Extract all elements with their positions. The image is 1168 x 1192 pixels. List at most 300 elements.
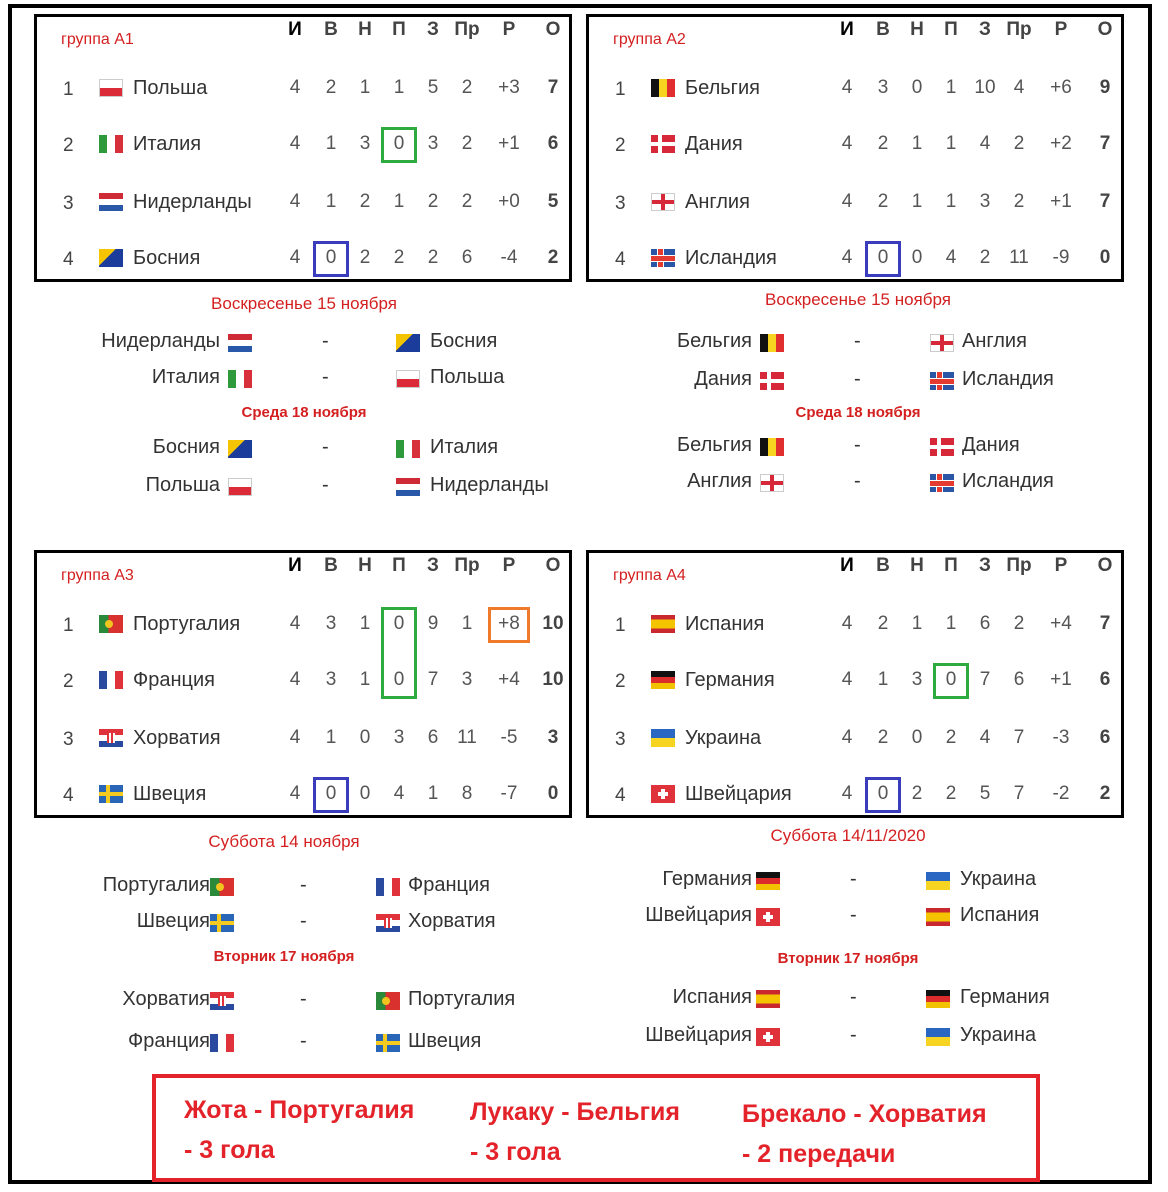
stat-4: 4 (979, 727, 991, 748)
team-name: Бельгия (685, 77, 760, 99)
stat-7: 5 (547, 191, 559, 212)
highlight-box-blue (865, 777, 901, 813)
table-row (37, 183, 569, 223)
group-table-a4 (586, 550, 1124, 818)
scorer-2-stat: - 3 гола (470, 1138, 561, 1166)
fixture-row (34, 910, 574, 938)
table-row (37, 125, 569, 165)
match-date: Среда 18 ноября (241, 404, 367, 421)
column-header: Н (358, 19, 372, 40)
column-header: О (1097, 19, 1113, 40)
fixture-home-team: Швейцария (645, 904, 752, 926)
row-position: 1 (615, 615, 626, 636)
stat-5: 2 (461, 77, 473, 98)
fixture-separator: - (850, 1024, 857, 1046)
flag-eng-icon (651, 193, 675, 211)
group-table-a1 (34, 14, 572, 282)
stat-4: 2 (979, 247, 991, 268)
column-header: Н (910, 555, 924, 576)
team-name: Швейцария (685, 783, 792, 805)
scorer-3-name: Брекало - Хорватия (742, 1100, 987, 1128)
flag-pol-icon (99, 79, 123, 97)
stat-5: 2 (461, 133, 473, 154)
stat-7: 3 (547, 727, 559, 748)
flag-isl-icon (930, 474, 954, 492)
stat-2: 1 (911, 133, 923, 154)
fixture-row (34, 1030, 574, 1058)
flag-fra-icon (210, 1034, 234, 1052)
stat-6: +0 (498, 191, 520, 212)
column-header: Пр (454, 555, 480, 576)
flag-sui-icon (756, 908, 780, 926)
stat-2: 0 (911, 77, 923, 98)
flag-fra-icon (99, 671, 123, 689)
flag-den-icon (930, 438, 954, 456)
fixture-away-team: Дания (962, 434, 1020, 456)
stat-0: 4 (289, 727, 301, 748)
flag-sui-icon (756, 1028, 780, 1046)
stat-0: 4 (841, 133, 853, 154)
flag-bel-icon (760, 438, 784, 456)
fixture-home-team: Польша (145, 474, 220, 496)
stat-7: 7 (1099, 613, 1111, 634)
stat-2: 3 (911, 669, 923, 690)
stat-0: 4 (841, 77, 853, 98)
column-header: В (876, 19, 890, 40)
flag-sui-icon (651, 785, 675, 803)
fixture-home-team: Франция (128, 1030, 210, 1052)
stat-7: 6 (1099, 669, 1111, 690)
stat-0: 4 (289, 247, 301, 268)
flag-bel-icon (651, 79, 675, 97)
stat-3: 4 (393, 783, 405, 804)
team-name: Германия (685, 669, 775, 691)
top-scorers-box (152, 1074, 1040, 1182)
stat-1: 1 (325, 727, 337, 748)
stat-5: 2 (1013, 613, 1025, 634)
stat-3: 2 (393, 247, 405, 268)
stat-2: 1 (911, 191, 923, 212)
column-header: Р (1054, 19, 1068, 40)
fixture-separator: - (322, 330, 329, 352)
fixture-home-team: Швейцария (645, 1024, 752, 1046)
flag-ger-icon (756, 872, 780, 890)
fixture-home-team: Германия (662, 868, 752, 890)
flag-pol-icon (228, 478, 252, 496)
match-date: Суббота 14 ноября (208, 832, 360, 851)
flag-swe-icon (376, 1034, 400, 1052)
fixture-away-team: Украина (960, 1024, 1037, 1046)
stat-4: 2 (427, 247, 439, 268)
column-header: Пр (1006, 555, 1032, 576)
stat-7: 0 (547, 783, 559, 804)
flag-bih-icon (99, 249, 123, 267)
row-position: 3 (63, 729, 74, 750)
stat-0: 4 (841, 247, 853, 268)
fixture-separator: - (322, 436, 329, 458)
stat-4: 10 (974, 77, 996, 98)
stat-5: 11 (457, 727, 477, 748)
stat-5: 3 (461, 669, 473, 690)
table-row (37, 775, 569, 815)
stat-3: 1 (393, 191, 405, 212)
table-row (589, 719, 1121, 759)
stat-1: 2 (877, 727, 889, 748)
stat-5: 6 (461, 247, 473, 268)
stat-3: 1 (945, 77, 957, 98)
row-position: 4 (615, 785, 626, 806)
stat-3: 3 (393, 727, 405, 748)
team-name: Нидерланды (133, 191, 252, 213)
stat-4: 1 (427, 783, 439, 804)
stat-1: 1 (325, 133, 337, 154)
table-row (589, 125, 1121, 165)
fixture-away-team: Германия (960, 986, 1050, 1008)
fixture-home-team: Нидерланды (101, 330, 220, 352)
fixture-away-team: Польша (430, 366, 505, 388)
flag-ger-icon (651, 671, 675, 689)
stat-5: 8 (461, 783, 473, 804)
stat-1: 2 (877, 133, 889, 154)
stat-4: 7 (979, 669, 991, 690)
stat-0: 4 (841, 783, 853, 804)
flag-ukr-icon (651, 729, 675, 747)
fixture-separator: - (300, 988, 307, 1010)
flag-ita-icon (228, 370, 252, 388)
stat-0: 4 (289, 669, 301, 690)
stat-3: 0 (393, 613, 405, 634)
fixture-row (34, 988, 574, 1016)
column-header: Р (502, 555, 516, 576)
stat-3: 4 (945, 247, 957, 268)
column-header: И (840, 555, 854, 576)
stat-2: 2 (359, 247, 371, 268)
team-name: Португалия (133, 613, 241, 635)
flag-fra-icon (376, 878, 400, 896)
table-row (589, 183, 1121, 223)
stat-4: 3 (427, 133, 439, 154)
stat-1: 0 (325, 247, 337, 268)
row-position: 2 (615, 135, 626, 156)
row-position: 2 (63, 671, 74, 692)
row-position: 4 (63, 249, 74, 270)
flag-swe-icon (99, 785, 123, 803)
column-header: З (427, 19, 439, 40)
fixture-home-team: Швеция (136, 910, 210, 932)
scorer-1-name: Жота - Португалия (184, 1096, 415, 1124)
group-title: группа А2 (613, 31, 686, 48)
flag-pol-icon (396, 370, 420, 388)
highlight-box-blue (313, 241, 349, 277)
fixture-row (586, 904, 1126, 932)
stat-1: 3 (325, 613, 337, 634)
stat-0: 4 (841, 191, 853, 212)
stat-0: 4 (841, 669, 853, 690)
column-header: П (944, 555, 958, 576)
table-row (589, 775, 1121, 815)
stat-6: +8 (498, 613, 520, 634)
stat-3: 1 (945, 191, 957, 212)
group-title: группа А1 (61, 31, 134, 48)
fixture-home-team: Босния (152, 436, 220, 458)
stat-5: 11 (1009, 247, 1029, 268)
stat-7: 6 (1099, 727, 1111, 748)
fixture-separator: - (322, 366, 329, 388)
fixture-row (34, 474, 574, 502)
column-header: О (545, 555, 561, 576)
fixture-away-team: Испания (960, 904, 1040, 926)
flag-ukr-icon (926, 1028, 950, 1046)
row-position: 1 (615, 79, 626, 100)
fixture-separator: - (300, 910, 307, 932)
stat-6: -5 (500, 727, 518, 748)
match-date: Воскресенье 15 ноября (211, 294, 397, 313)
column-header: З (979, 19, 991, 40)
stat-7: 2 (547, 247, 559, 268)
stat-0: 4 (289, 613, 301, 634)
stat-2: 0 (359, 783, 371, 804)
stat-2: 1 (359, 669, 371, 690)
stat-6: +6 (1050, 77, 1072, 98)
fixture-away-team: Франция (408, 874, 490, 896)
flag-esp-icon (926, 908, 950, 926)
stat-6: +1 (1050, 191, 1072, 212)
fixture-separator: - (854, 368, 861, 390)
stat-0: 4 (841, 613, 853, 634)
stat-3: 2 (945, 783, 957, 804)
row-position: 1 (63, 79, 74, 100)
fixture-separator: - (854, 434, 861, 456)
fixture-row (586, 1024, 1126, 1052)
row-position: 4 (63, 785, 74, 806)
fixture-separator: - (300, 1030, 307, 1052)
column-header: В (324, 19, 338, 40)
fixture-home-team: Португалия (102, 874, 210, 896)
stat-3: 2 (945, 727, 957, 748)
fixture-row (586, 368, 1126, 396)
fixture-row (586, 470, 1126, 498)
fixture-home-team: Бельгия (677, 330, 752, 352)
stat-4: 5 (427, 77, 439, 98)
fixture-separator: - (854, 330, 861, 352)
stat-7: 10 (542, 613, 564, 634)
column-header: З (427, 555, 439, 576)
stat-1: 3 (877, 77, 889, 98)
team-name: Украина (685, 727, 762, 749)
highlight-box-green (381, 607, 417, 699)
stat-2: 1 (359, 613, 371, 634)
fixture-away-team: Исландия (962, 470, 1054, 492)
table-row (37, 69, 569, 109)
column-header: И (288, 19, 302, 40)
stat-7: 6 (547, 133, 559, 154)
highlight-box-blue (313, 777, 349, 813)
flag-esp-icon (651, 615, 675, 633)
column-header: В (324, 555, 338, 576)
highlight-box-orange (488, 607, 530, 643)
flag-cro-icon (376, 914, 400, 932)
fixture-away-team: Нидерланды (430, 474, 549, 496)
stat-3: 0 (393, 133, 405, 154)
match-date: Среда 18 ноября (795, 404, 921, 421)
flag-cro-icon (210, 992, 234, 1010)
flag-cro-icon (99, 729, 123, 747)
stat-1: 1 (877, 669, 889, 690)
row-position: 3 (615, 193, 626, 214)
stat-6: -2 (1052, 783, 1070, 804)
team-name: Франция (133, 669, 215, 691)
table-row (37, 661, 569, 701)
table-row (589, 239, 1121, 279)
stat-0: 4 (289, 783, 301, 804)
stat-6: +3 (498, 77, 520, 98)
scorer-3-stat: - 2 передачи (742, 1140, 896, 1168)
stat-6: -4 (500, 247, 518, 268)
fixture-separator: - (854, 470, 861, 492)
column-header: И (288, 555, 302, 576)
fixture-home-team: Бельгия (677, 434, 752, 456)
stat-7: 9 (1099, 77, 1111, 98)
stat-1: 0 (877, 247, 889, 268)
stat-7: 7 (1099, 191, 1111, 212)
match-date: Вторник 17 ноября (213, 948, 355, 965)
stat-4: 6 (427, 727, 439, 748)
scorer-2 (470, 1092, 730, 1172)
stat-3: 1 (393, 77, 405, 98)
stat-4: 7 (427, 669, 439, 690)
stat-2: 0 (911, 247, 923, 268)
fixture-away-team: Англия (962, 330, 1027, 352)
fixture-separator: - (850, 986, 857, 1008)
column-header: О (1097, 555, 1113, 576)
stat-2: 0 (359, 727, 371, 748)
flag-por-icon (99, 615, 123, 633)
fixture-separator: - (850, 904, 857, 926)
fixture-away-team: Исландия (962, 368, 1054, 390)
column-header: В (876, 555, 890, 576)
highlight-box-green (381, 127, 417, 163)
column-header: П (392, 555, 406, 576)
column-header: Н (910, 19, 924, 40)
stat-4: 3 (979, 191, 991, 212)
column-header: Р (1054, 555, 1068, 576)
stat-3: 0 (945, 669, 957, 690)
scorer-2-name: Лукаку - Бельгия (470, 1098, 680, 1126)
stat-2: 1 (359, 77, 371, 98)
stat-2: 3 (359, 133, 371, 154)
flag-por-icon (210, 878, 234, 896)
stat-4: 9 (427, 613, 439, 634)
fixture-home-team: Англия (687, 470, 752, 492)
fixture-separator: - (850, 868, 857, 890)
stat-7: 7 (547, 77, 559, 98)
scorer-3 (742, 1094, 1032, 1174)
stat-5: 4 (1013, 77, 1025, 98)
match-date: Суббота 14/11/2020 (770, 826, 926, 845)
stat-5: 2 (461, 191, 473, 212)
stat-6: -3 (1052, 727, 1070, 748)
flag-swe-icon (210, 914, 234, 932)
flag-isl-icon (651, 249, 675, 267)
fixture-row (34, 366, 574, 394)
flag-ukr-icon (926, 872, 950, 890)
column-header: З (979, 555, 991, 576)
fixture-separator: - (300, 874, 307, 896)
group-title: группа А4 (613, 567, 686, 584)
table-row (37, 239, 569, 279)
stat-1: 1 (325, 191, 337, 212)
table-row (589, 661, 1121, 701)
stat-6: +1 (498, 133, 520, 154)
team-name: Польша (133, 77, 208, 99)
table-row (589, 69, 1121, 109)
team-name: Италия (133, 133, 202, 155)
stat-6: +4 (1050, 613, 1072, 634)
table-row (37, 719, 569, 759)
fixture-row (586, 868, 1126, 896)
fixture-away-team: Хорватия (408, 910, 496, 932)
flag-por-icon (376, 992, 400, 1010)
fixture-home-team: Дания (694, 368, 752, 390)
flag-ned-icon (396, 478, 420, 496)
column-header: П (944, 19, 958, 40)
row-position: 3 (63, 193, 74, 214)
stat-0: 4 (289, 133, 301, 154)
fixture-away-team: Италия (430, 436, 499, 458)
stat-6: +1 (1050, 669, 1072, 690)
team-name: Дания (685, 133, 743, 155)
flag-ned-icon (99, 193, 123, 211)
stat-2: 0 (911, 727, 923, 748)
team-name: Швеция (133, 783, 207, 805)
team-name: Исландия (685, 247, 777, 269)
flag-ita-icon (396, 440, 420, 458)
flag-ned-icon (228, 334, 252, 352)
stat-2: 2 (911, 783, 923, 804)
stat-4: 4 (979, 133, 991, 154)
flag-eng-icon (760, 474, 784, 492)
flag-eng-icon (930, 334, 954, 352)
stat-7: 0 (1099, 247, 1111, 268)
flag-ger-icon (926, 990, 950, 1008)
stat-7: 10 (542, 669, 564, 690)
group-table-a3 (34, 550, 572, 818)
stat-1: 2 (325, 77, 337, 98)
stat-0: 4 (289, 77, 301, 98)
stat-5: 6 (1013, 669, 1025, 690)
stat-2: 2 (359, 191, 371, 212)
stat-6: -7 (500, 783, 518, 804)
stat-3: 1 (945, 133, 957, 154)
table-row (589, 605, 1121, 645)
stat-5: 2 (1013, 191, 1025, 212)
stat-6: -9 (1052, 247, 1070, 268)
team-name: Босния (133, 247, 201, 269)
fixture-row (586, 330, 1126, 358)
stat-4: 5 (979, 783, 991, 804)
team-name: Хорватия (133, 727, 221, 749)
column-header: П (392, 19, 406, 40)
stat-5: 7 (1013, 783, 1025, 804)
stat-5: 2 (1013, 133, 1025, 154)
highlight-box-green (933, 663, 969, 699)
fixture-row (586, 986, 1126, 1014)
group-table-a2 (586, 14, 1124, 282)
column-header: Р (502, 19, 516, 40)
flag-den-icon (760, 372, 784, 390)
stat-2: 1 (911, 613, 923, 634)
group-title: группа А3 (61, 567, 134, 584)
